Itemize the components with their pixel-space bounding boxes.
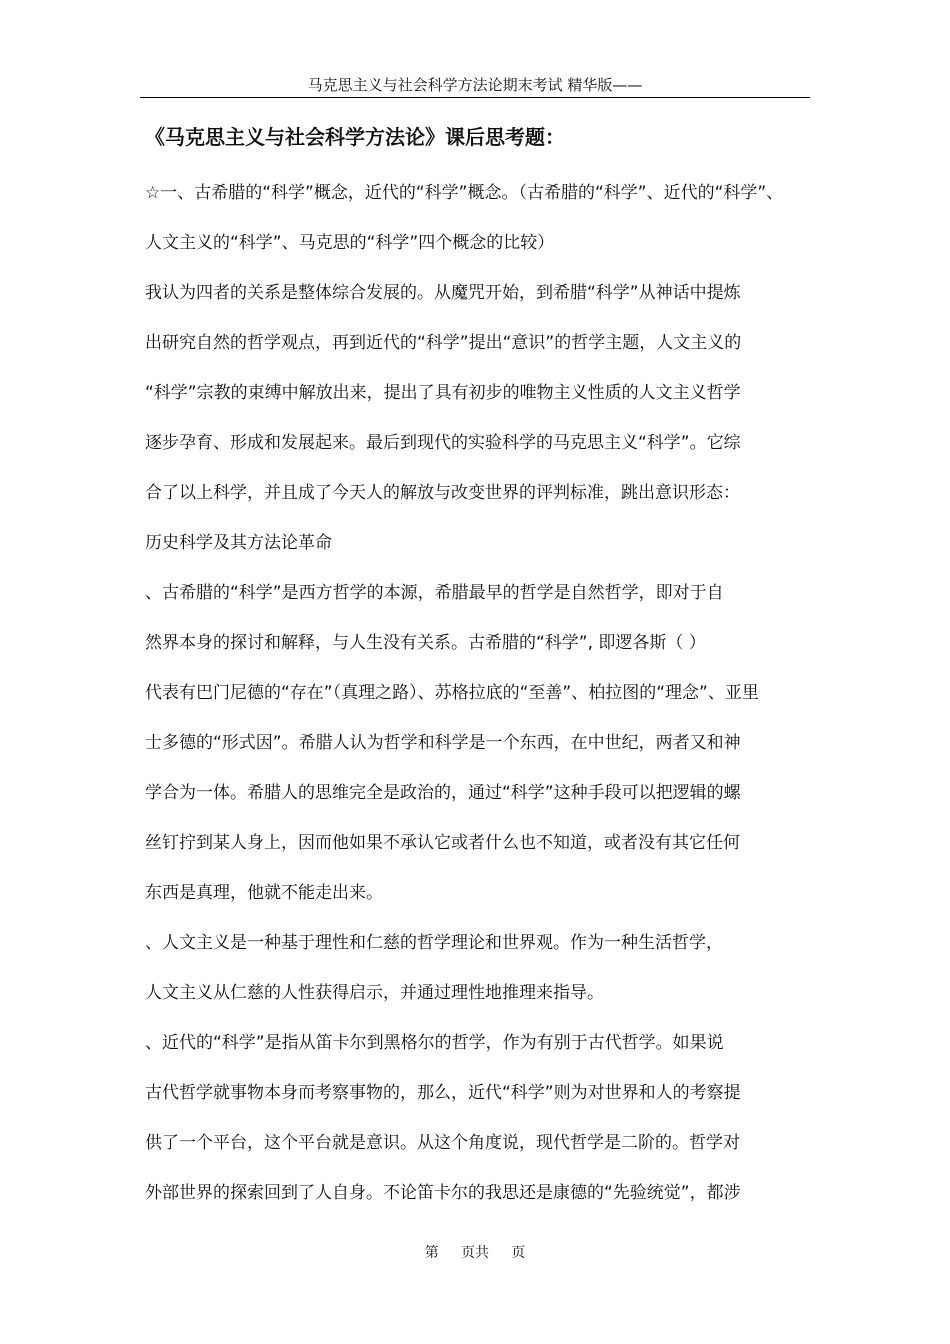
body-line: 供了一个平台，这个平台就是意识。从这个角度说，现代哲学是二阶的。哲学对 <box>145 1133 740 1153</box>
body-line: 合了以上科学，并且成了今天人的解放与改变世界的评判标准，跳出意识形态： <box>145 483 740 503</box>
body-line: 、近代的“科学”是指从笛卡尔到黑格尔的哲学，作为有别于古代哲学。如果说 <box>145 1033 724 1053</box>
body-line: 我认为四者的关系是整体综合发展的。从魔咒开始，到希腊“科学”从神话中提炼 <box>145 283 741 303</box>
body-line: 然界本身的探讨和解释，与人生没有关系。古希腊的“科学”, 即逻各斯（ ） <box>145 633 706 653</box>
body-line: 代表有巴门尼德的“存在”（真理之路）、苏格拉底的“至善”、柏拉图的“理念”、亚里 <box>145 683 759 703</box>
page-number-label: 第 页共 页 <box>424 1245 526 1261</box>
body-line: 外部世界的探索回到了人自身。不论笛卡尔的我思还是康德的“先验统觉”，都涉 <box>145 1183 741 1203</box>
document-body <box>145 168 807 1218</box>
page-footer <box>140 1244 810 1262</box>
body-line: 古代哲学就事物本身而考察事物的，那么，近代“科学”则为对世界和人的考察提 <box>145 1083 741 1103</box>
body-line: “科学”宗教的束缚中解放出来，提出了具有初步的唯物主义性质的人文主义哲学 <box>145 383 741 403</box>
body-line: 学合为一体。希腊人的思维完全是政治的，通过“科学”这种手段可以把逻辑的螺 <box>145 783 741 803</box>
body-line: 历史科学及其方法论革命 <box>145 533 332 553</box>
body-line: 人文主义的“科学”、马克思的“科学”四个概念的比较） <box>145 233 555 253</box>
body-line: 逐步孕育、形成和发展起来。最后到现代的实验科学的马克思主义“科学”。它综 <box>145 433 741 453</box>
body-line: 人文主义从仁慈的人性获得启示，并通过理性地推理来指导。 <box>145 983 604 1003</box>
header-divider <box>140 97 810 98</box>
body-line: 东西是真理，他就不能走出来。 <box>145 883 383 903</box>
body-line: 、古希腊的“科学”是西方哲学的本源，希腊最早的哲学是自然哲学，即对于自 <box>145 583 724 603</box>
page-header: 马克思主义与社会科学方法论期末考试 精华版—— <box>307 76 643 94</box>
body-line: 、人文主义是一种基于理性和仁慈的哲学理论和世界观。作为一种生活哲学， <box>145 933 723 953</box>
body-line: 出研究自然的哲学观点，再到近代的“科学”提出“意识”的哲学主题，人文主义的 <box>145 333 742 353</box>
body-line: 丝钉拧到某人身上，因而他如果不承认它或者什么也不知道，或者没有其它任何 <box>145 833 740 853</box>
body-line: 士多德的“形式因”。希腊人认为哲学和科学是一个东西，在中世纪，两者又和神 <box>145 733 741 753</box>
body-line: ☆一、古希腊的“科学”概念，近代的“科学”概念。（古希腊的“科学”、近代的“科学”、 <box>145 183 784 203</box>
document-title: 《马克思主义与社会科学方法论》课后思考题： <box>145 125 565 149</box>
